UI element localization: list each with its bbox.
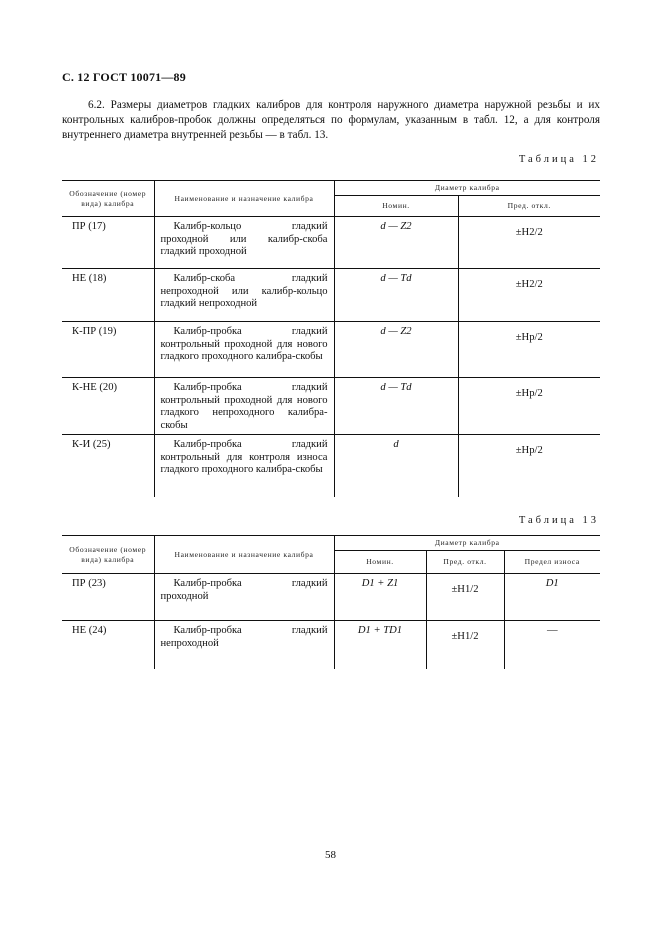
- row-name: [154, 574, 334, 621]
- row-deviation-value: ±Hp/2: [515, 445, 543, 456]
- table12-header-nominal: Номин.: [334, 196, 458, 217]
- table13-header-designation: Обозначение (номер вида) калибра: [62, 536, 154, 574]
- table13-header-nominal: Номин.: [334, 551, 426, 574]
- row-code: К-ПР (19): [62, 322, 154, 378]
- table12-header-diameter: Диаметр калибра: [334, 181, 600, 196]
- table13: [62, 535, 600, 669]
- row-deviation: [458, 378, 600, 435]
- table13-header-deviation: Пред. откл.: [426, 551, 504, 574]
- table12-caption: Таблица 12: [518, 154, 599, 165]
- row-deviation-value: ±H2/2: [515, 227, 543, 238]
- row-nominal: D1 + TD1: [334, 621, 426, 669]
- row-code: К-И (25): [62, 435, 154, 497]
- table13-caption: Таблица 13: [518, 515, 599, 526]
- row-nominal: d — Td: [334, 378, 458, 435]
- row-nominal: d — Z2: [334, 322, 458, 378]
- row-nominal: d — Z2: [334, 217, 458, 269]
- row-wear: D1: [504, 574, 600, 621]
- table-row: [62, 378, 600, 435]
- table-row: [62, 269, 600, 322]
- row-name: [154, 378, 334, 435]
- table-row: [62, 435, 600, 497]
- row-nominal: D1 + Z1: [334, 574, 426, 621]
- row-name-text: Калибр-пробка гладкий непроходной: [160, 625, 328, 649]
- table12-header-name: Наименование и назначение калибра: [154, 181, 334, 217]
- row-deviation-value: ±Hp/2: [515, 388, 543, 399]
- intro-paragraph: [62, 98, 600, 143]
- table13-header-wear: Предел износа: [504, 551, 600, 574]
- row-nominal: d — Td: [334, 269, 458, 322]
- row-name-text: Калибр-пробка гладкий проходной: [160, 578, 328, 602]
- row-name: [154, 322, 334, 378]
- row-deviation-value: ±H2/2: [515, 279, 543, 290]
- row-name: [154, 217, 334, 269]
- table-row: [62, 574, 600, 621]
- table-row: [62, 322, 600, 378]
- row-deviation: [426, 621, 504, 669]
- table12-header-deviation: Пред. откл.: [458, 196, 600, 217]
- page-number: 58: [325, 849, 336, 861]
- row-name: [154, 269, 334, 322]
- table-row: [62, 217, 600, 269]
- row-code: НЕ (18): [62, 269, 154, 322]
- row-name-text: Калибр-кольцо гладкий проходной или калибр-скоба гладкий проходной: [160, 221, 328, 257]
- row-nominal: d: [334, 435, 458, 497]
- row-code: ПР (17): [62, 217, 154, 269]
- table13-header-diameter: Диаметр калибра: [334, 536, 600, 551]
- row-deviation: [458, 435, 600, 497]
- row-name-text: Калибр-скоба гладкий непроходной или калибр-кольцо гладкий непроходной: [160, 273, 328, 309]
- row-code: ПР (23): [62, 574, 154, 621]
- row-name-text: Калибр-пробка гладкий контрольный для контроля износа гладкого проходного калибра-скобы: [160, 439, 328, 475]
- row-name: [154, 621, 334, 669]
- row-deviation: [458, 269, 600, 322]
- page-header: С. 12 ГОСТ 10071—89: [62, 70, 186, 84]
- row-wear: —: [504, 621, 600, 669]
- table13-header-name: Наименование и назначение калибра: [154, 536, 334, 574]
- row-deviation-value: ±Hp/2: [515, 332, 543, 343]
- row-name-text: Калибр-пробка гладкий контрольный проходной для нового гладкого непроходного калибра-скобы: [160, 382, 328, 431]
- row-deviation-value: ±H1/2: [451, 584, 479, 595]
- row-name: [154, 435, 334, 497]
- row-name-text: Калибр-пробка гладкий контрольный проходной для нового гладкого проходного калибра-скобы: [160, 326, 328, 362]
- row-deviation: [426, 574, 504, 621]
- row-code: К-НЕ (20): [62, 378, 154, 435]
- table12: [62, 180, 600, 497]
- row-deviation: [458, 217, 600, 269]
- row-deviation-value: ±H1/2: [451, 631, 479, 642]
- table12-header-designation: Обозначение (номер вида) калибра: [62, 181, 154, 217]
- table-row: [62, 621, 600, 669]
- intro-text: 6.2. Размеры диаметров гладких калибров для контроля наружного диаметра наружной резьбы и их контрольных калибров-пробок должны определяться по формулам, указанным в табл. 12, а для контроля внутреннего диаметра внутренней резьбы — в табл. 13.: [62, 99, 600, 141]
- row-code: НЕ (24): [62, 621, 154, 669]
- row-deviation: [458, 322, 600, 378]
